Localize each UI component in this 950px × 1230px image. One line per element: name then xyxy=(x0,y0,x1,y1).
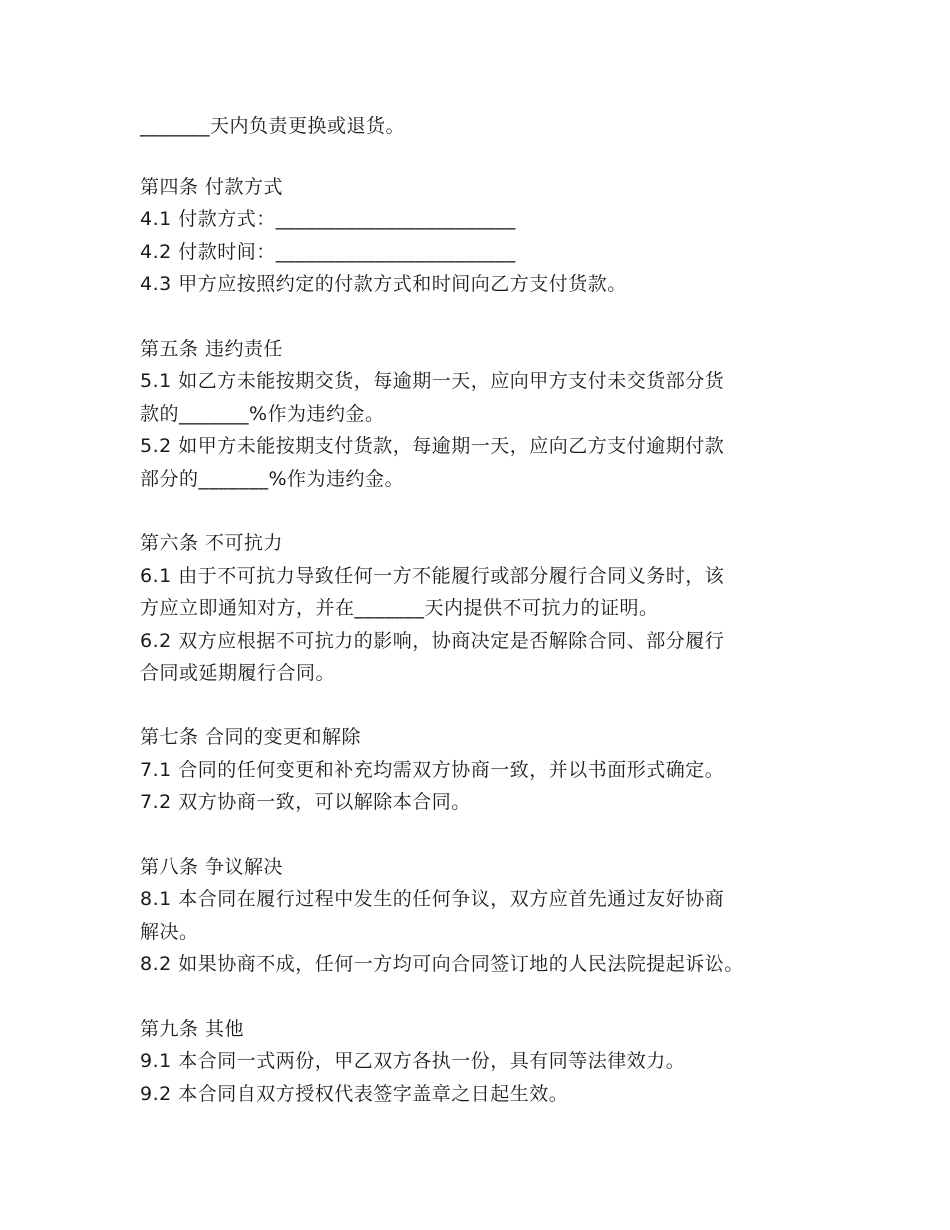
heading-article-7: 第七条 合同的变更和解除 xyxy=(140,726,362,748)
line-return-period: _______天内负责更换或退货。 xyxy=(140,115,406,137)
clause-4-2: 4.2 付款时间：________________________ xyxy=(140,241,516,263)
clause-8-2: 8.2 如果协商不成，任何一方均可向合同签订地的人民法院提起诉讼。 xyxy=(140,953,744,975)
clause-8-1-cont: 解决。 xyxy=(140,921,199,943)
heading-article-6: 第六条 不可抗力 xyxy=(140,532,284,554)
clause-6-2-cont: 合同或延期履行合同。 xyxy=(140,662,336,684)
clause-5-1-cont: 款的_______%作为违约金。 xyxy=(140,403,385,425)
clause-6-2: 6.2 双方应根据不可抗力的影响，协商决定是否解除合同、部分履行 xyxy=(140,630,725,652)
clause-8-1: 8.1 本合同在履行过程中发生的任何争议，双方应首先通过友好协商 xyxy=(140,888,725,910)
heading-article-4: 第四条 付款方式 xyxy=(140,176,284,198)
clause-7-2: 7.2 双方协商一致，可以解除本合同。 xyxy=(140,791,471,813)
clause-4-1: 4.1 付款方式：________________________ xyxy=(140,208,516,230)
clause-9-1: 9.1 本合同一式两份，甲乙双方各执一份，具有同等法律效力。 xyxy=(140,1050,686,1072)
clause-7-1: 7.1 合同的任何变更和补充均需双方协商一致，并以书面形式确定。 xyxy=(140,759,725,781)
heading-article-9: 第九条 其他 xyxy=(140,1018,245,1040)
clause-5-2-cont: 部分的_______%作为违约金。 xyxy=(140,468,405,490)
clause-6-1-cont: 方应立即通知对方，并在_______天内提供不可抗力的证明。 xyxy=(140,597,659,619)
clause-5-1: 5.1 如乙方未能按期交货，每逾期一天，应向甲方支付未交货部分货 xyxy=(140,370,725,392)
clause-9-2: 9.2 本合同自双方授权代表签字盖章之日起生效。 xyxy=(140,1083,569,1105)
clause-5-2: 5.2 如甲方未能按期支付货款，每逾期一天，应向乙方支付逾期付款 xyxy=(140,435,725,457)
heading-article-5: 第五条 违约责任 xyxy=(140,338,284,360)
clause-6-1: 6.1 由于不可抗力导致任何一方不能履行或部分履行合同义务时，该 xyxy=(140,565,725,587)
heading-article-8: 第八条 争议解决 xyxy=(140,856,284,878)
clause-4-3: 4.3 甲方应按照约定的付款方式和时间向乙方支付货款。 xyxy=(140,273,627,295)
